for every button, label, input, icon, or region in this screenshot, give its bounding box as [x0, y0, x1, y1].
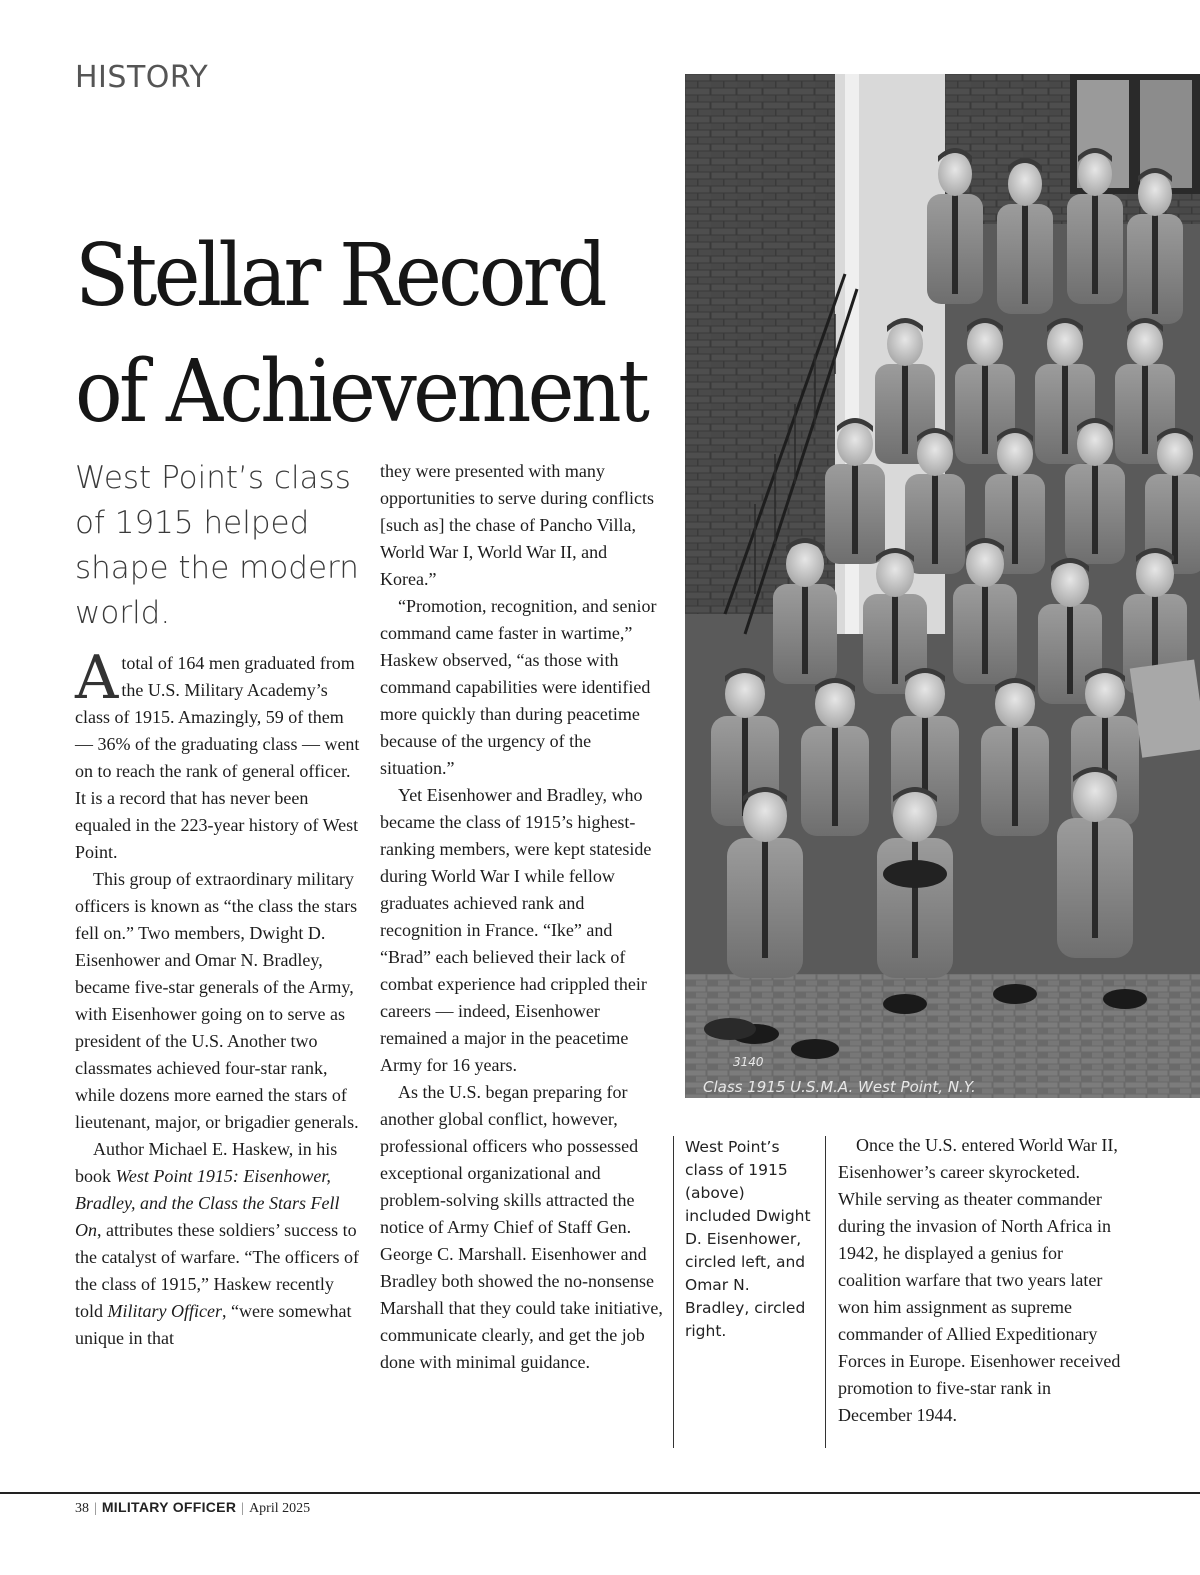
photo-inscription: Class 1915 U.S.M.A. West Point, N.Y.: [703, 1078, 976, 1096]
column-divider: [825, 1136, 826, 1448]
article-paragraph: This group of extraordinary military officers is known as “the class the stars fell on.” Two members, Dwight D. Eisenhower and Omar N. Bradley, became five-star generals of the Army, with Eisenhower going on to serve as president of the U.S. Another two classmates achieved four-star rank, while dozens more earned the stars of lieutenant, major, or brigadier generals.: [75, 869, 359, 1132]
article-paragraph: Author Michael E. Haskew, in his book West Point 1915: Eisenhower, Bradley, and the Class the Stars Fell On, attributes these soldiers’ success to the catalyst of warfare. “The officers of the class of 1915,” Haskew recently told Military Officer, “were somewhat unique in that: [75, 1139, 360, 1348]
article-paragraph: Yet Eisenhower and Bradley, who became the class of 1915’s highest-ranking members, were kept stateside during World War I while fellow graduates achieved rank and recognition in France. “Ike” and “Brad” each believed their lack of combat experience had crippled their careers — indeed, Eisenhower remained a major in the peacetime Army for 16 years.: [380, 785, 652, 1075]
page-footer: 38 | MILITARY OFFICER | April 2025: [75, 1499, 311, 1516]
class-photo: [685, 74, 1200, 1098]
article-paragraph: “Promotion, recognition, and senior command came faster in wartime,” Haskew observed, “as those with command capabilities were identified more quickly than during peacetime because of the urgency of the situation.”: [380, 596, 657, 778]
section-label: HISTORY: [75, 60, 209, 95]
footer-rule: [0, 1492, 1200, 1494]
article-paragraph: As the U.S. began preparing for another global conflict, however, professional officers who possessed exceptional organizational and problem-solving skills attracted the notice of Army Chief of Staff Gen. George C. Marshall. Eisenhower and Bradley both showed the no-nonsense Marshall that they could take initiative, communicate clearly, and get the job done with minimal guidance.: [380, 1082, 663, 1372]
deck-subtitle: West Point’s class of 1915 helped shape the modern world.: [75, 460, 359, 631]
article-column-1: [75, 643, 360, 1352]
column-divider: [673, 1136, 674, 1448]
photo-inscription-number: 3140: [733, 1055, 764, 1069]
magazine-title: Military Officer: [107, 1301, 222, 1321]
issue-date: April 2025: [249, 1501, 311, 1516]
article-column-2: [380, 458, 665, 1376]
drop-cap: A: [75, 643, 119, 713]
headline: [75, 218, 647, 450]
book-title: West Point 1915: Eisenhower, Bradley, and the Class the Stars Fell On: [75, 1166, 340, 1240]
article-paragraph: Once the U.S. entered World War II, Eisenhower’s career skyrocketed. While serving as theater commander during the invasion of North Africa in 1942, he displayed a genius for coalition warfare that two years later won him assignment as supreme commander of Allied Expeditionary Forces in Europe. Eisenhower received promotion to five-star rank in December 1944.: [838, 1135, 1121, 1425]
magazine-name: MILITARY OFFICER: [101, 1499, 237, 1515]
headline-line-2: of Achievement: [75, 342, 647, 442]
article-paragraph: they were presented with many opportunities to serve during conflicts [such as] the chase of Pancho Villa, World War I, World War II, and Korea.”: [380, 461, 654, 589]
photo-caption: West Point’s class of 1915 (above) included Dwight D. Eisenhower, circled left, and Omar N. Bradley, circled right.: [685, 1138, 811, 1340]
article-paragraph: A total of 164 men graduated from the U.S. Military Academy’s class of 1915. Amazingly, 59 of them — 36% of the graduating class — went on to reach the rank of general officer. It is a record that has never been equaled in the 223-year history of West Point.: [75, 643, 360, 862]
page-number: 38: [75, 1501, 89, 1516]
article-column-3: [838, 1132, 1123, 1429]
headline-line-1: Stellar Record: [75, 226, 604, 326]
